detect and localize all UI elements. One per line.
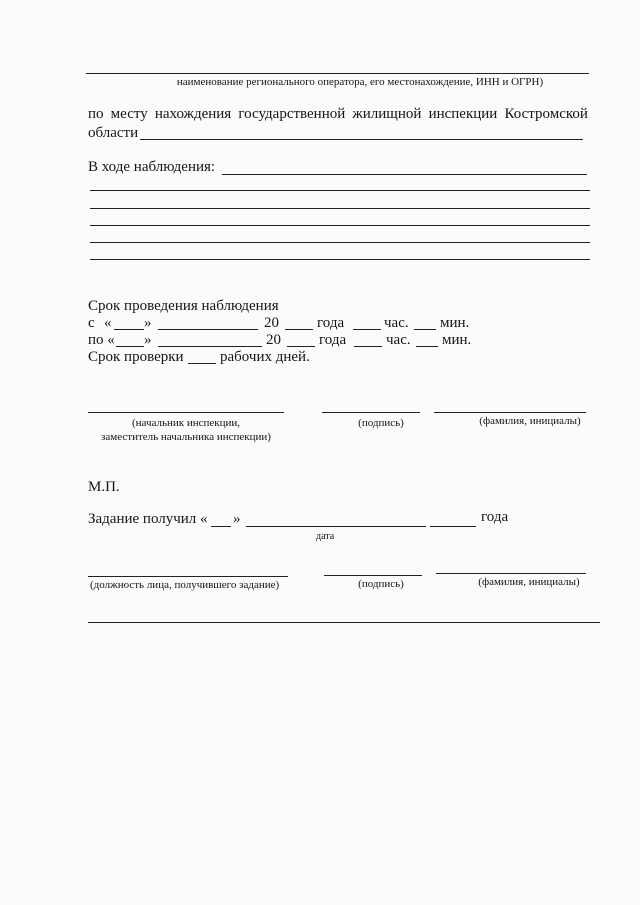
check-label: Срок проверки <box>88 349 184 365</box>
organization-caption: наименование регионального оператора, его местонахождение, ИНН и ОГРН) <box>176 76 544 88</box>
position-field[interactable] <box>88 412 284 413</box>
organization-line <box>86 73 589 74</box>
location-word: государственной <box>238 106 346 122</box>
period-from-prefix: с <box>88 315 95 331</box>
check-days-field[interactable] <box>188 363 216 364</box>
task-label: Задание получил « <box>88 511 208 527</box>
task-day-field[interactable] <box>211 526 231 527</box>
position-caption-1: (начальник инспекции, <box>131 417 241 429</box>
signature-caption: (подпись) <box>358 417 404 429</box>
region-field[interactable] <box>140 139 583 140</box>
recipient-position-field[interactable] <box>88 576 288 577</box>
recipient-name-field[interactable] <box>436 573 586 574</box>
recipient-name-caption: (фамилия, инициалы) <box>478 576 580 588</box>
recipient-signature-field[interactable] <box>324 575 422 576</box>
location-line-1 <box>88 106 588 123</box>
name-field[interactable] <box>434 412 586 413</box>
period-from-day-field[interactable] <box>114 329 144 330</box>
stamp-label: М.П. <box>88 479 120 495</box>
location-word: по <box>88 106 104 122</box>
period-from-month-field[interactable] <box>158 329 258 330</box>
observation-line[interactable] <box>90 208 590 209</box>
signature-field[interactable] <box>322 412 420 413</box>
period-from-quote-close: » <box>144 315 152 331</box>
period-to-prefix: по « <box>88 332 115 348</box>
period-from-year: 20 <box>264 315 279 331</box>
period-to-hours-field[interactable] <box>354 346 382 347</box>
task-quote-close: » <box>233 511 241 527</box>
recipient-position-caption: (должность лица, получившего задание) <box>90 579 280 591</box>
location-word: месту <box>110 106 148 122</box>
period-to-quote-close: » <box>144 332 152 348</box>
period-to-day-field[interactable] <box>116 346 144 347</box>
location-word: нахождения <box>154 106 232 122</box>
period-from-year-field[interactable] <box>285 329 313 330</box>
period-from-hours-field[interactable] <box>353 329 381 330</box>
period-to-month-field[interactable] <box>158 346 262 347</box>
observation-label: В ходе наблюдения: <box>88 159 216 175</box>
period-to-year-unit: года <box>319 332 347 348</box>
location-word: инспекции <box>428 106 498 122</box>
task-year-word: года <box>481 509 509 525</box>
period-from-minutes-field[interactable] <box>414 329 436 330</box>
recipient-signature-caption: (подпись) <box>358 578 404 590</box>
bottom-line[interactable] <box>88 622 600 623</box>
observation-line[interactable] <box>90 190 590 191</box>
period-to-minutes: мин. <box>442 332 472 348</box>
observation-line[interactable] <box>90 225 590 226</box>
period-to-hours: час. <box>386 332 411 348</box>
observation-field[interactable] <box>222 174 587 175</box>
location-word: жилищной <box>352 106 422 122</box>
task-year-field[interactable] <box>430 526 476 527</box>
position-caption-2: заместитель начальника инспекции) <box>101 431 271 443</box>
observation-line[interactable] <box>90 259 590 260</box>
task-date-caption: дата <box>316 531 335 542</box>
period-to-year-field[interactable] <box>287 346 315 347</box>
location-line-2: области <box>88 125 139 141</box>
period-to-minutes-field[interactable] <box>416 346 438 347</box>
check-suffix: рабочих дней. <box>220 349 310 365</box>
name-caption: (фамилия, инициалы) <box>479 415 581 427</box>
period-from-hours: час. <box>384 315 409 331</box>
location-word: Костромской <box>504 106 588 122</box>
observation-line[interactable] <box>90 242 590 243</box>
task-date-field[interactable] <box>246 526 426 527</box>
period-from-year-unit: года <box>317 315 345 331</box>
period-from-minutes: мин. <box>440 315 470 331</box>
period-title: Срок проведения наблюдения <box>88 298 279 314</box>
period-from-quote-open: « <box>104 315 112 331</box>
period-to-year: 20 <box>266 332 281 348</box>
